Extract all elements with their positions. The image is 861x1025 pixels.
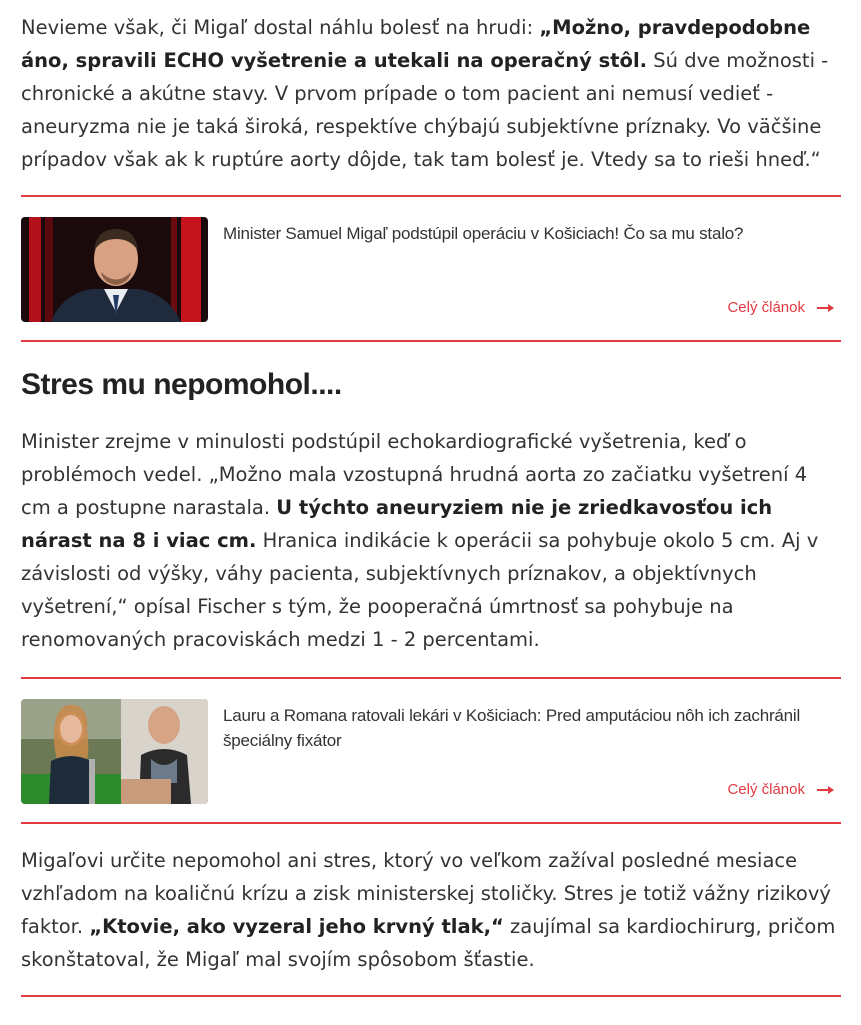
related-article-thumbnail[interactable] [21,217,208,322]
paragraph-bold-quote: „Možno, pravdepodobne áno, spravili ECHO vyšetrenie a utekali na operačný stôl. [21,16,811,72]
section-heading: Stres mu nepomohol.... [21,368,342,401]
arrow-right-icon [817,785,835,795]
read-more-link[interactable] [727,781,835,798]
paragraph-text: Hranica indikácie k operácii sa pohybuje okolo 5 cm. Aj v závislosti od výšky, váhy pacienta, subjektívnych príznakov, a objektívnych vyšetrení,“ opísal Fischer s tým, že pooperačná úmrtnosť sa pohybuje na renomovaných pracoviskách medzi 1 - 2 percentami. [21,529,819,651]
related-article-thumbnail[interactable] [21,699,208,804]
paragraph [21,844,841,976]
read-more-label: Celý článok [727,781,805,798]
divider [21,995,841,997]
related-article-title[interactable]: Lauru a Romana ratovali lekári v Košiciach: Pred amputáciou nôh ich zachránil špeciálny fixátor [223,706,801,750]
related-article[interactable] [21,699,841,804]
related-article-body [208,699,841,804]
divider [21,677,841,679]
people-photo-icon [21,699,208,804]
read-more-label: Celý článok [727,299,805,316]
divider [21,195,841,197]
arrow-right-icon [817,303,835,313]
paragraph-text: Migaľovi určite nepomohol ani stres, ktorý vo veľkom zažíval posledné mesiace vzhľadom na koaličnú krízu a zisk ministerskej stoličky. Stres je totiž vážny rizikový faktor. [21,849,831,938]
paragraph-text: Sú dve možnosti - chronické a akútne stavy. V prvom prípade o tom pacient ani nemusí vedieť - aneuryzma nie je taká široká, respektíve chýbajú subjektívne príznaky. Vo väčšine prípadov však ak k ruptúre aorty dôjde, tak tam bolesť je. Vtedy sa to rieši hneď.“ [21,49,829,171]
paragraph [21,425,841,656]
paragraph-bold-quote: „Ktovie, ako vyzeral jeho krvný tlak,“ [89,915,504,938]
paragraph-text: Nevieme však, či Migaľ dostal náhlu bolesť na hrudi: [21,16,540,39]
paragraph-bold-quote: U týchto aneuryziem nie je zriedkavosťou ich nárast na 8 i viac cm. [21,496,773,552]
divider [21,340,841,342]
read-more-link[interactable] [727,299,835,316]
related-article[interactable] [21,217,841,322]
paragraph-text: zaujímal sa kardiochirurg, pričom skonštatoval, že Migaľ mal svojím spôsobom šťastie. [21,915,836,971]
divider [21,822,841,824]
related-article-body [208,217,841,322]
paragraph-text: Minister zrejme v minulosti podstúpil echokardiografické vyšetrenia, keď o problémoch vedel. „Možno mala vzostupná hrudná aorta zo začiatku vyšetrení 4 cm a postupne narastala. [21,430,808,519]
paragraph [21,0,841,176]
related-article-title[interactable]: Minister Samuel Migaľ podstúpil operáciu v Košiciach! Čo sa mu stalo? [223,224,744,243]
portrait-photo-icon [21,217,208,322]
